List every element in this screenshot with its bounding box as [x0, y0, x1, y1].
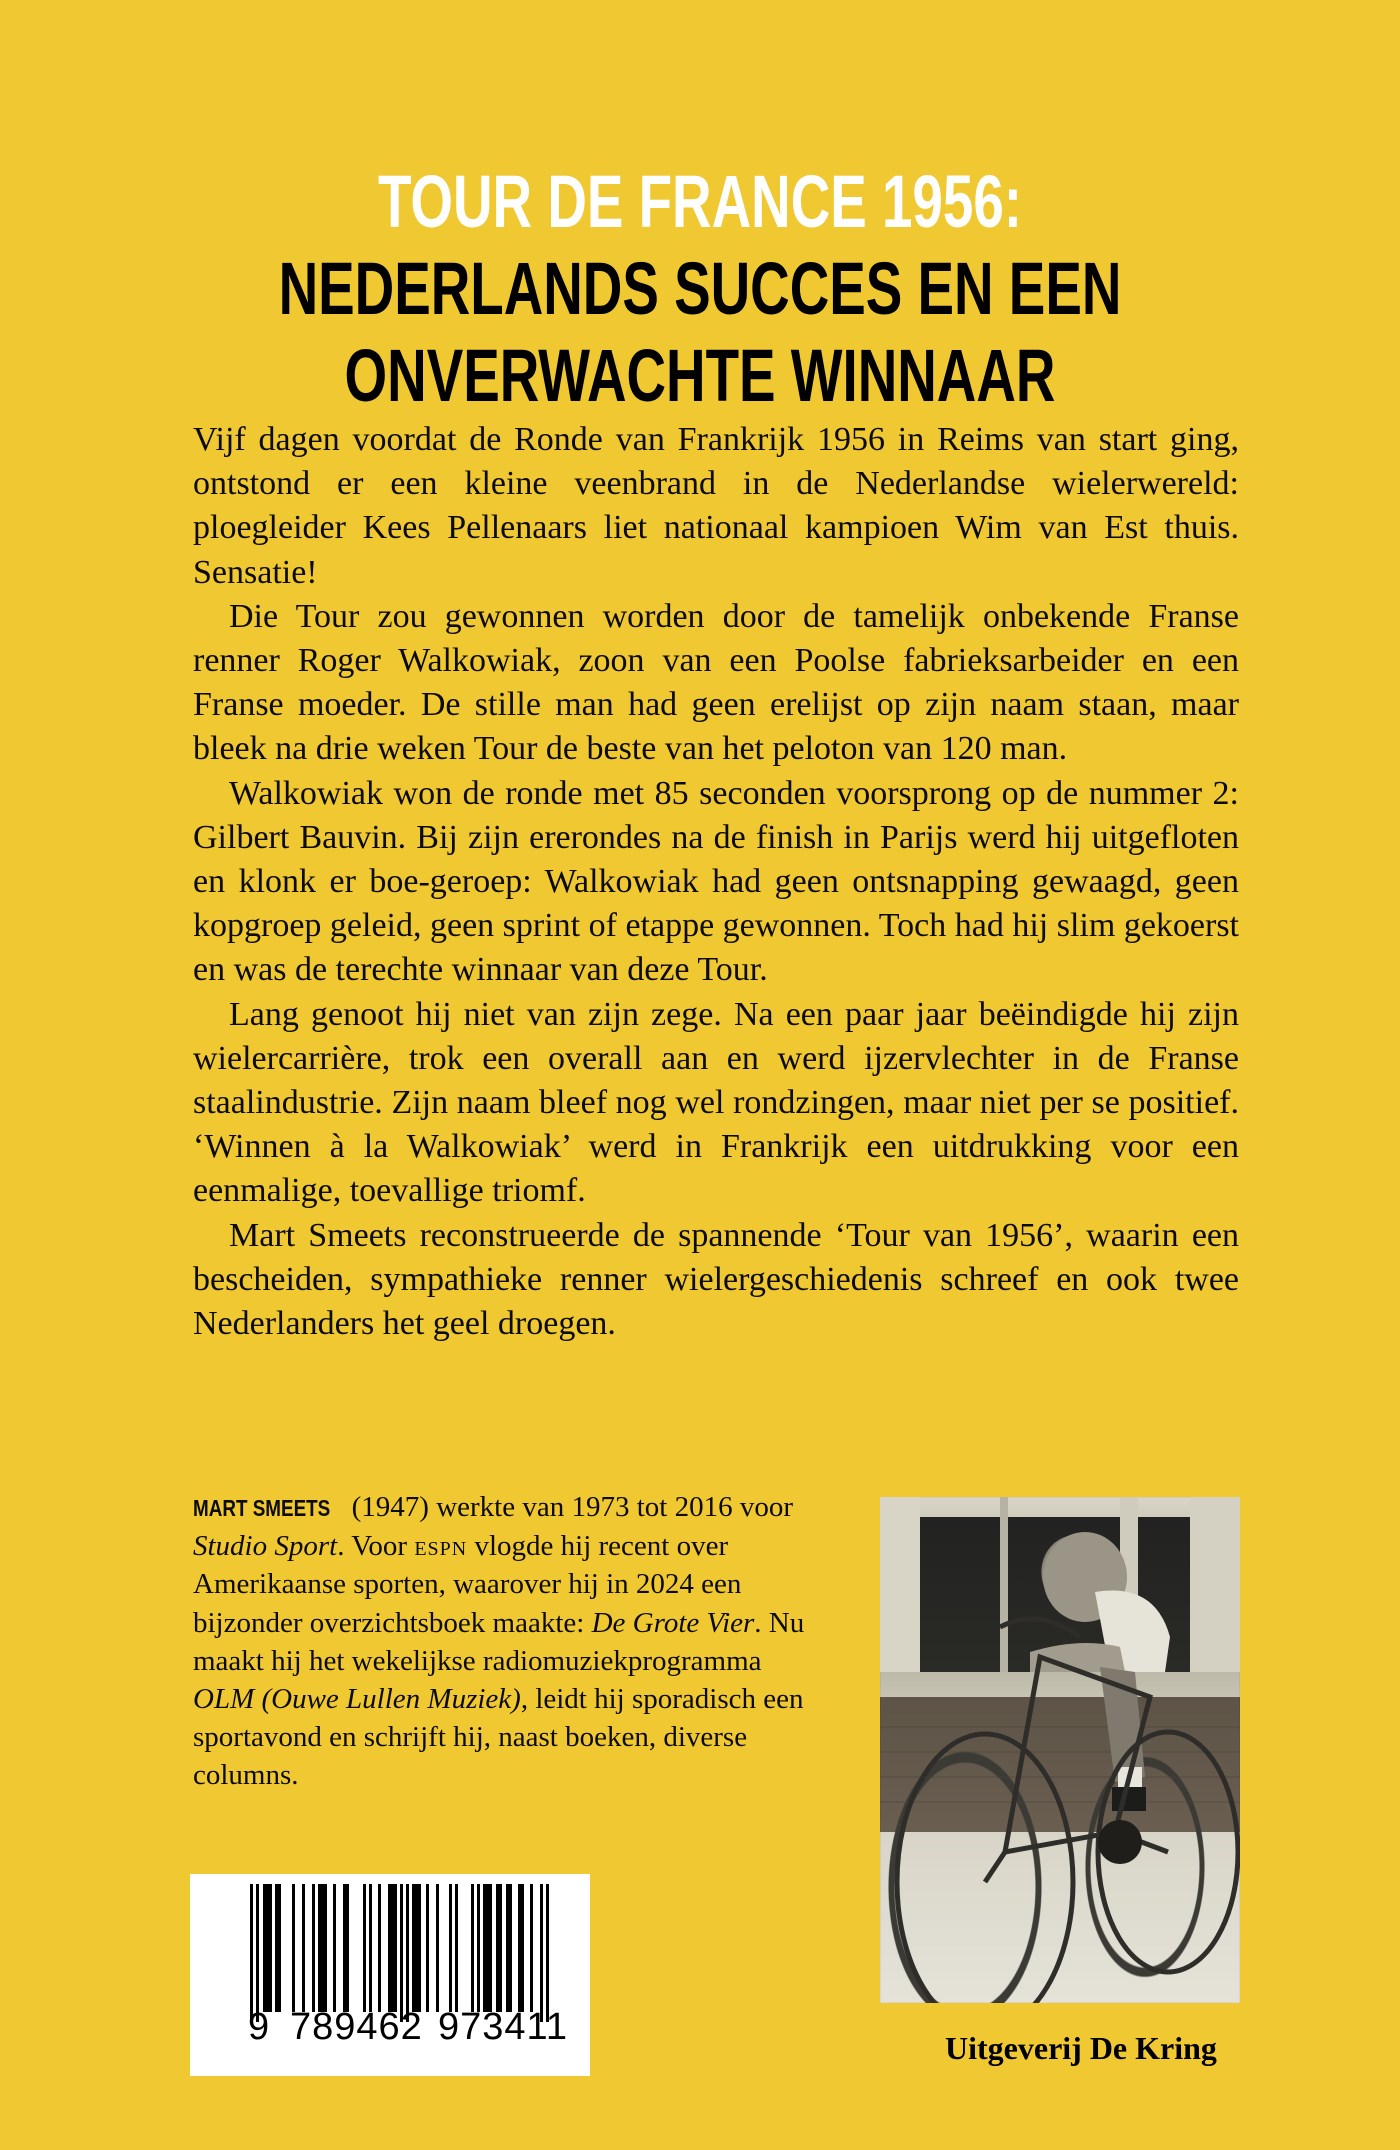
blurb-paragraph: Mart Smeets reconstrueerde de spannende ‘Tour van 1956’, waarin een bescheiden, sympathieke renner wielergeschiedenis schreef en ook twee Nederlanders het geel droegen.: [193, 1216, 1239, 1343]
barcode-icon: [250, 1884, 560, 2022]
author-name: MART SMEETS: [193, 1495, 331, 1521]
title-line-3: ONVERWACHTE WINNAAR: [344, 333, 1056, 417]
bio-text: . Nu maakt hij het wekelijkse radiomuziekprogramma: [193, 1606, 805, 1677]
blurb-paragraph: Die Tour zou gewonnen worden door de tamelijk onbekende Franse renner Roger Walkowiak, zoon van een Poolse fabrieksarbeider en een Franse moeder. De stille man had geen erelijst op zijn naam staan, maar bleek na drie weken Tour de beste van het peloton van 120 man.: [193, 597, 1239, 768]
blurb-paragraph: Lang genoot hij niet van zijn zege. Na een paar jaar beëindigde hij zijn wielercarrière, trok een overall aan en werd ijzervlechter in de Franse staalindustrie. Zijn naam bleef nog wel rondzingen, maar niet per se positief. ‘Winnen à la Walkowiak’ werd in Frankrijk een uitdrukking voor een eenmalige, toevallige triomf.: [193, 995, 1239, 1210]
bio-italic-radio-show: OLM (Ouwe Lullen Muziek): [193, 1683, 521, 1716]
title-line-1: TOUR DE FRANCE 1956:: [377, 159, 1023, 243]
publisher-name: Uitgeverij De Kring: [945, 2030, 1217, 2066]
isbn-group-2: 973411: [438, 2006, 568, 2048]
author-photo: [880, 1497, 1240, 2003]
author-bio: [193, 1488, 813, 1795]
bio-espn: espn: [414, 1530, 468, 1563]
blurb-paragraph: Walkowiak won de ronde met 85 seconden voorsprong op de nummer 2: Gilbert Bauvin. Bij zijn ererondes na de finish in Parijs werd hij uitgefloten en klonk er boe-geroep: Walkowiak had geen ontsnapping gewaagd, geen kopgroep geleid, geen sprint of etappe gewonnen. Toch had hij slim gekoerst en was de terechte winnaar van deze Tour.: [193, 774, 1239, 989]
blurb-paragraph: Vijf dagen voordat de Ronde van Frankrijk 1956 in Reims van start ging, ontstond er een kleine veenbrand in de Nederlandse wielerwereld: ploegleider Kees Pellenaars liet nationaal kampioen Wim van Est thuis. Sensatie!: [193, 421, 1239, 591]
boy-on-bicycle-image: [880, 1497, 1240, 2003]
bio-text: vlogde hij recent over Amerikaanse sporten, waarover hij in 2024 een bijzonder overzichtsboek maakte:: [193, 1530, 742, 1639]
bio-italic-book-title: De Grote Vier: [591, 1606, 755, 1639]
isbn-group-1: 789462: [290, 2006, 423, 2048]
bio-text: (1947) werkte van 1973 tot 2016 voor: [344, 1491, 793, 1523]
isbn-first-digit: 9: [248, 2006, 270, 2048]
isbn-barcode: [190, 1874, 590, 2076]
title-line-2: NEDERLANDS SUCCES EN EEN: [278, 246, 1122, 330]
bio-text: , leidt hij sporadisch een sportavond en schrijft hij, naast boeken, diverse columns.: [193, 1683, 804, 1792]
cover-title: [0, 158, 1400, 419]
bio-text: . Voor: [337, 1530, 415, 1563]
bio-italic-studio-sport: Studio Sport: [193, 1530, 338, 1563]
blurb: [193, 418, 1239, 1346]
